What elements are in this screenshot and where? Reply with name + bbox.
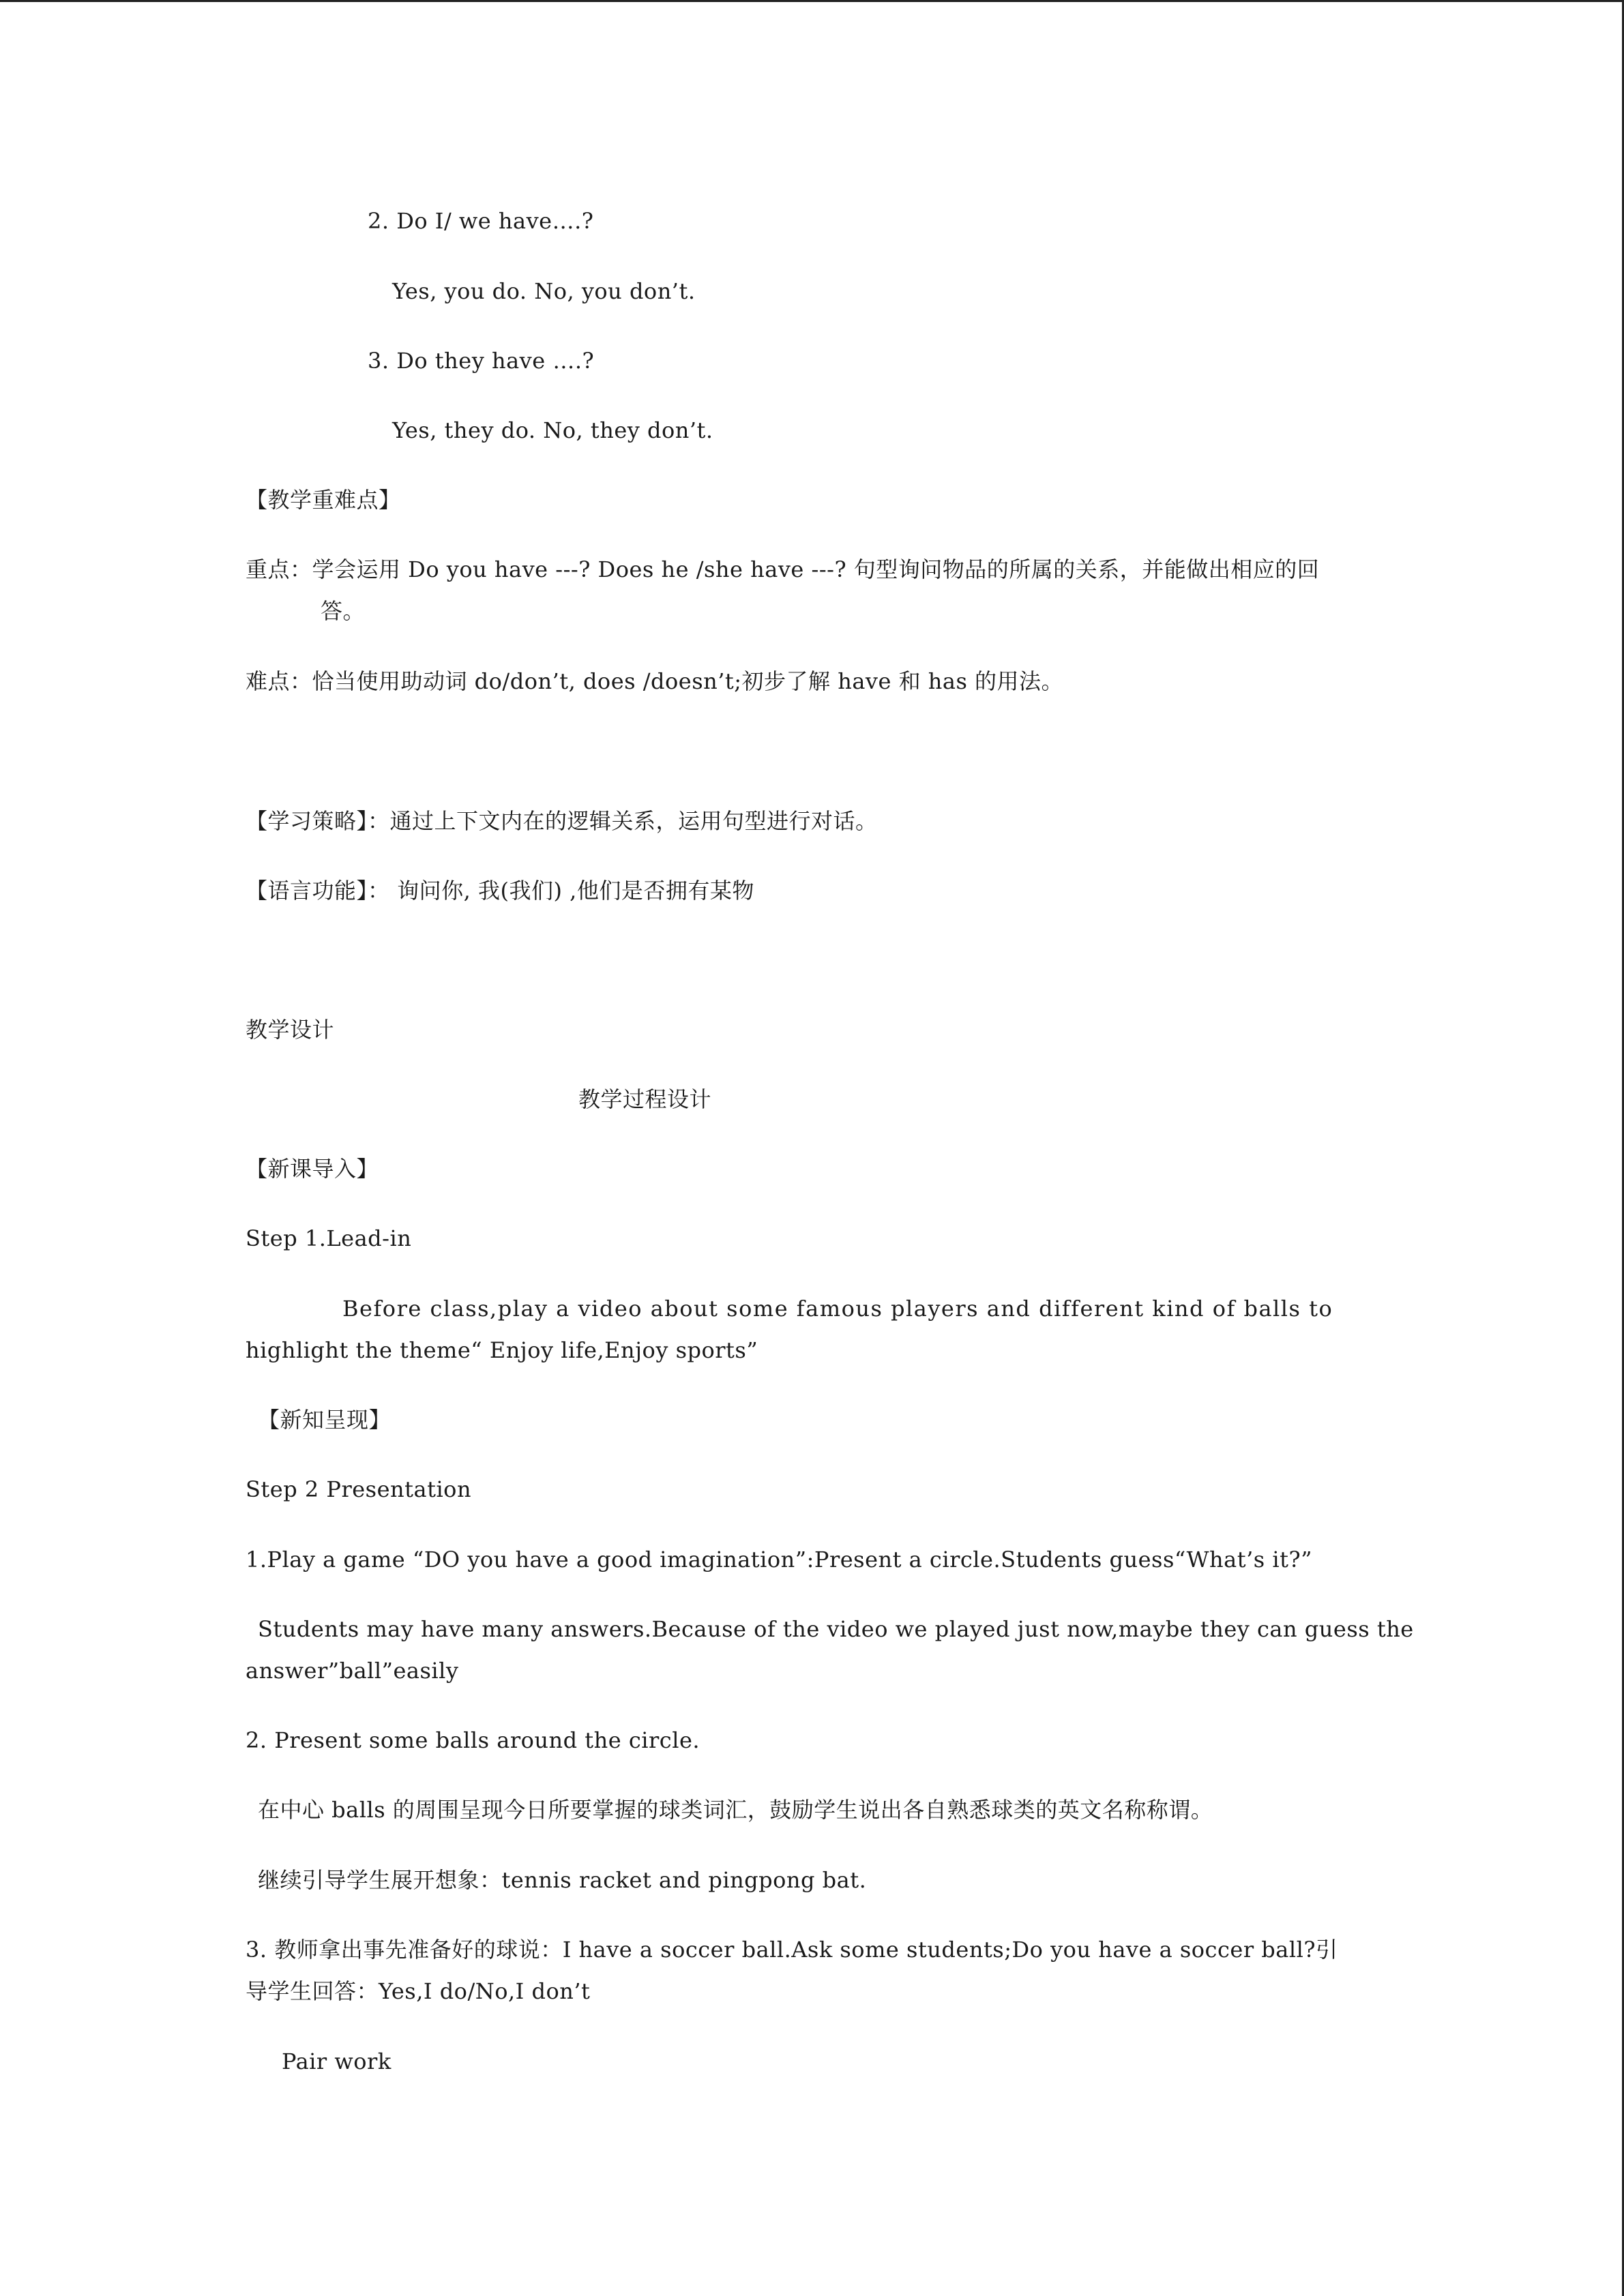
section-heading-new-lesson: 【新课导入】 xyxy=(246,1156,379,1182)
step-1-text: Before class,play a video about some famous players and different kind of balls to xyxy=(342,1296,1333,1322)
item-2-chinese-text: 在中心 balls 的周围呈现今日所要掌握的球类词汇，鼓励学生说出各自熟悉球类的英文名称称谓。 xyxy=(258,1797,1213,1823)
step-1-heading: Step 1.Lead-in xyxy=(246,1225,412,1251)
answer-line-2: Yes, you do. No, you don’t. xyxy=(392,278,696,304)
pattern-line-2: 2. Do I/ we have….? xyxy=(368,208,594,234)
item-1-text: 1.Play a game “DO you have a good imagination”:Present a circle.Students guess“What’s it?” xyxy=(246,1547,1312,1572)
answer-line-3: Yes, they do. No, they don’t. xyxy=(392,417,713,443)
section-heading-presentation: 【新知呈现】 xyxy=(258,1407,392,1433)
learning-strategy-text: 【学习策略】：通过上下文内在的逻辑关系，运用句型进行对话。 xyxy=(246,808,878,834)
key-point-text-cont: 答。 xyxy=(321,598,366,624)
item-2-text: 2. Present some balls around the circle. xyxy=(246,1727,700,1753)
item-3-text: 3. 教师拿出事先准备好的球说：I have a soccer ball.Ask some students;Do you have a soccer ball?引 xyxy=(246,1937,1338,1963)
difficult-point-text: 难点：恰当使用助动词 do/don’t, does /doesn’t;初步了解 have 和 has 的用法。 xyxy=(246,668,1064,694)
process-design-title: 教学过程设计 xyxy=(578,1086,712,1112)
step-1-text-cont: highlight the theme“ Enjoy life,Enjoy sports” xyxy=(246,1337,758,1363)
pair-work-text: Pair work xyxy=(282,2048,392,2074)
item-1-answer-text-cont: answer”ball”easily xyxy=(246,1658,459,1684)
teaching-design-heading: 教学设计 xyxy=(246,1017,335,1043)
section-heading-key-points: 【教学重难点】 xyxy=(246,487,401,513)
item-2-continue-text: 继续引导学生展开想象：tennis racket and pingpong bat. xyxy=(258,1867,867,1893)
item-1-answer-text: Students may have many answers.Because of the video we played just now,maybe they can guess the xyxy=(258,1616,1414,1642)
step-2-heading: Step 2 Presentation xyxy=(246,1476,472,1502)
key-point-text: 重点：学会运用 Do you have ---? Does he /she have ---? 句型询问物品的所属的关系，并能做出相应的回 xyxy=(246,556,1320,582)
language-function-text: 【语言功能】： 询问你, 我(我们) ,他们是否拥有某物 xyxy=(246,878,754,904)
item-3-text-cont: 导学生回答：Yes,I do/No,I don’t xyxy=(246,1978,591,2004)
pattern-line-3: 3. Do they have ….? xyxy=(368,348,595,374)
